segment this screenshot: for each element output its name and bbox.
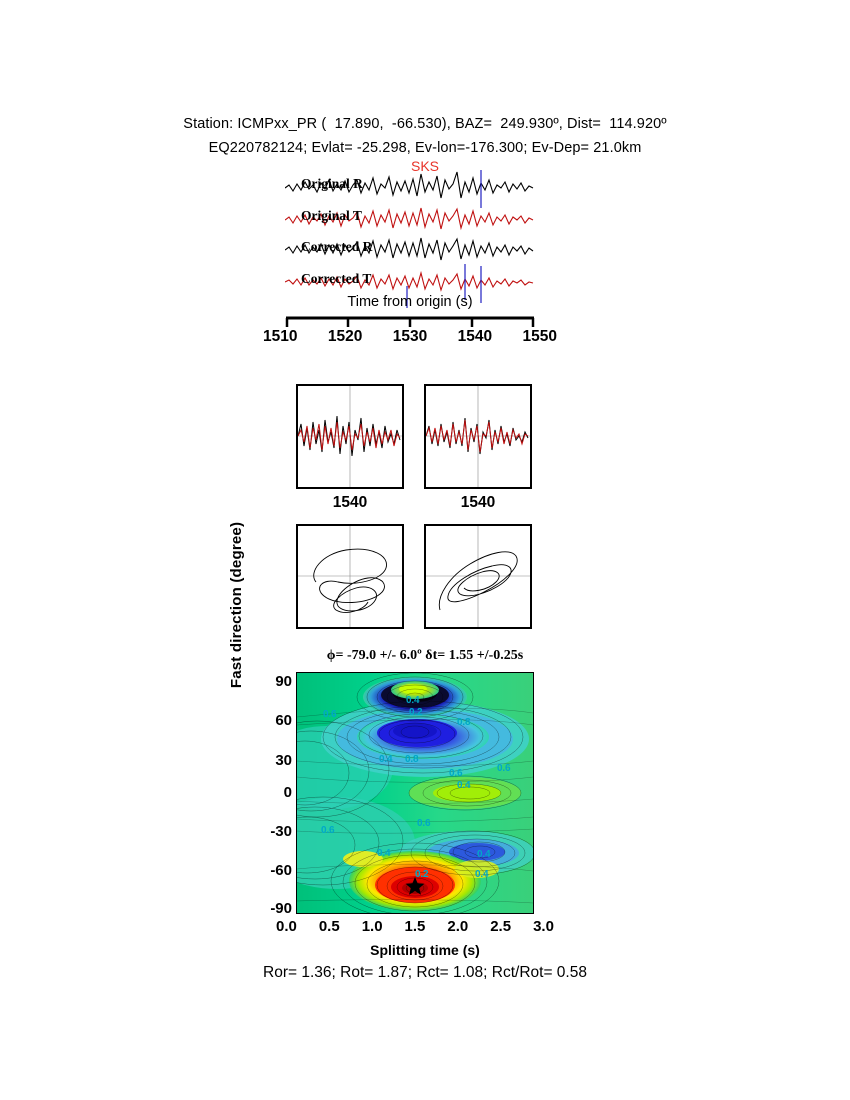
contour-label-8: 0.4	[457, 780, 471, 791]
time-tick-3: 1540	[457, 328, 493, 345]
waveform-box-left-traces	[298, 386, 402, 487]
waveform-box-left-label: 1540	[332, 494, 368, 511]
contour-xtick-5: 2.5	[490, 918, 512, 935]
contour-ytick-60: 60	[275, 712, 292, 729]
time-tick-0: 1510	[263, 328, 298, 345]
trace-label-corrected-r: Corrected R	[301, 239, 373, 254]
waveform-box-right-traces	[426, 386, 530, 487]
time-tick-2: 1530	[392, 328, 428, 345]
time-tick-4: 1550	[522, 328, 557, 345]
sks-phase-label: SKS	[411, 158, 440, 174]
contour-label-9: 0.6	[321, 825, 335, 836]
contour-label-4: 0.4	[379, 754, 393, 765]
contour-ytick-m30: -30	[270, 823, 292, 840]
contour-xtick-1: 0.5	[318, 918, 340, 935]
contour-label-10: 0.6	[417, 818, 431, 829]
waveform-box-right	[424, 384, 532, 489]
time-tick-1: 1520	[327, 328, 363, 345]
contour-xtick-2: 1.0	[361, 918, 383, 935]
particle-motion-box-right	[424, 524, 532, 629]
trace-label-corrected-t: Corrected T	[301, 271, 372, 286]
figure-header	[0, 112, 850, 160]
contour-label-13: 0.4	[477, 849, 491, 860]
contour-plot	[296, 672, 534, 914]
contour-ytick-90: 90	[275, 673, 292, 690]
contour-label-2: 0.2	[409, 707, 423, 718]
event-info-line: EQ220782124; Evlat= -25.298, Ev-lon=-176.300; Ev-Dep= 21.0km	[208, 140, 642, 156]
particle-motion-left-path	[298, 526, 402, 627]
contour-ytick-0: 0	[283, 784, 292, 801]
trace-label-original-t: Original T	[301, 208, 362, 223]
contour-xtick-0: 0.0	[276, 918, 297, 935]
time-axis-caption: Time from origin (s)	[347, 294, 473, 310]
contour-label-14: 0.4	[475, 869, 489, 880]
contour-x-axis-ticks	[276, 918, 554, 935]
contour-label-12: 0.2	[415, 869, 429, 880]
trace-label-original-r: Original R	[301, 176, 363, 191]
contour-label-1: 0.4	[406, 695, 420, 706]
contour-y-axis-label: Fast direction (degree)	[228, 521, 245, 689]
contour-ytick-30: 30	[275, 752, 292, 769]
contour-label-11: 0.4	[377, 848, 391, 859]
particle-motion-box-left	[296, 524, 404, 629]
contour-ytick-m90: -90	[270, 900, 292, 917]
station-info-line: Station: ICMPxx_PR ( 17.890, -66.530), BAZ= 249.930º, Dist= 114.920º	[183, 116, 667, 132]
particle-motion-right-path	[426, 526, 530, 627]
contour-x-axis-label: Splitting time (s)	[370, 942, 480, 958]
waveform-box-left	[296, 384, 404, 489]
contour-label-0: 0.6	[323, 709, 337, 720]
contour-label-7: 0.6	[497, 763, 511, 774]
contour-xtick-3: 1.5	[404, 918, 426, 935]
measurement-summary: Ror= 1.36; Rot= 1.87; Rct= 1.08; Rct/Rot= 0.58	[263, 964, 587, 981]
time-axis	[263, 294, 557, 355]
contour-label-3: 0.8	[457, 717, 471, 728]
contour-xtick-6: 3.0	[533, 918, 554, 935]
contour-label-5: 0.8	[405, 754, 419, 765]
contour-label-6: 0.6	[449, 768, 463, 779]
contour-xtick-4: 2.0	[447, 918, 469, 935]
contour-plot-title: ϕ= -79.0 +/- 6.0º δt= 1.55 +/-0.25s	[326, 648, 524, 663]
contour-ytick-m60: -60	[270, 862, 292, 879]
time-axis-tick-labels	[263, 328, 557, 346]
waveform-box-right-label: 1540	[460, 494, 496, 511]
